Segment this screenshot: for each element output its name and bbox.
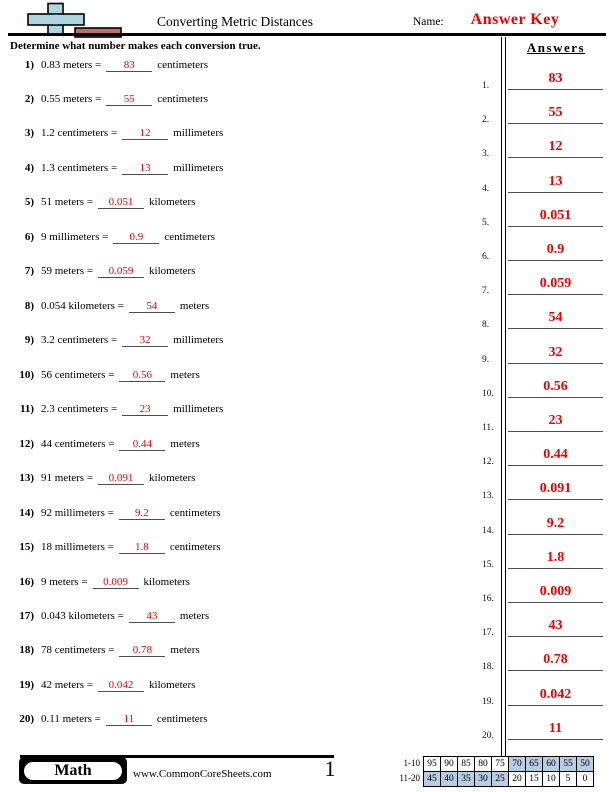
grade-cell: 5 [560,772,577,787]
answer-blank[interactable] [482,547,603,570]
answer-value: 55 [548,105,563,121]
answer-value: 12 [548,139,563,155]
question-unit: meters [179,299,210,312]
question-number: 4) [24,161,34,174]
answer-blank[interactable] [482,273,603,297]
grade-cell: 55 [560,757,577,772]
grade-cell: 80 [475,757,492,772]
answer-value: 13 [548,173,563,189]
question-text: 92 millimeters = [41,506,114,519]
answer-number: 10. [482,388,494,399]
question-row [6,265,486,287]
question-row [6,403,486,425]
question-unit: millimeters [173,127,224,140]
question-answer-blank[interactable]: 0.78 [119,644,165,657]
page-number: 1 [324,756,336,781]
question-text: 3.2 centimeters = [41,334,118,347]
answer-number: 9. [482,354,490,365]
answer-value: 0.042 [539,686,572,702]
question-number: 15) [19,541,34,554]
answer-number: 18. [482,662,494,673]
answer-number: 7. [482,286,490,297]
answer-blank[interactable] [482,376,603,399]
question-unit: millimeters [173,161,224,174]
grade-cell: 0 [577,772,594,787]
question-number: 17) [19,610,34,623]
question-answer-blank[interactable]: 0.56 [119,369,165,382]
answer-number: 1. [482,81,490,91]
answer-blank[interactable] [482,718,603,741]
grading-range-row2: 11-20 [399,773,420,783]
answer-number: 11. [482,423,494,433]
answer-blank[interactable] [482,513,603,536]
answer-value: 0.091 [539,481,572,497]
question-row [6,93,486,115]
answer-number: 16. [482,594,494,604]
question-unit: millimeters [173,403,224,416]
question-text: 0.55 meters = [41,92,102,105]
question-number: 11) [19,403,34,416]
question-answer-blank[interactable]: 1.8 [119,541,165,554]
question-unit: kilometers [143,575,190,588]
question-row [6,610,486,632]
question-text: 51 meters = [41,196,94,209]
question-answer-blank[interactable]: 0.042 [98,679,144,692]
answer-number: 4. [482,183,490,194]
question-number: 20) [19,713,34,726]
question-number: 18) [19,644,34,657]
answer-blank[interactable] [482,649,603,673]
name-label: Name: [413,16,444,28]
question-number: 6) [24,230,34,243]
question-text: 42 meters = [41,678,94,691]
question-unit: centimeters [169,506,221,519]
question-text: 44 centimeters = [41,437,115,450]
question-unit: centimeters [169,541,221,554]
grade-cell: 75 [492,757,509,772]
question-unit: millimeters [173,334,224,347]
question-unit: meters [170,437,200,450]
grading-table [423,756,594,787]
question-row [6,300,486,322]
grade-cell: 30 [475,772,492,787]
question-answer-blank[interactable]: 0.059 [98,265,144,278]
grade-cell: 10 [543,772,560,787]
question-row [6,438,486,460]
answer-number: 2. [482,115,490,126]
question-row [6,541,486,563]
name-value-answer-key: Answer Key [470,11,560,28]
question-number: 5) [24,196,34,209]
question-answer-blank[interactable]: 0.44 [119,438,165,451]
answer-value: 0.78 [543,652,568,668]
question-row [6,196,486,218]
instructions-text: Determine what number makes each conversion true. [10,40,261,52]
question-row [6,231,486,253]
answer-value: 83 [548,71,563,86]
question-unit: centimeters [157,92,208,105]
question-text: 1.3 centimeters = [41,161,118,174]
question-answer-blank[interactable]: 0.091 [98,472,144,485]
question-number: 3) [24,127,34,140]
question-number: 13) [19,472,34,485]
answer-value: 0.44 [543,447,568,463]
answer-blank[interactable] [482,136,603,160]
answer-blank[interactable] [482,478,603,502]
question-answer-blank[interactable]: 9.2 [119,507,165,520]
grade-cell: 20 [509,772,526,787]
question-unit: kilometers [149,472,196,485]
grade-cell: 65 [526,757,543,772]
question-number: 19) [19,678,34,691]
question-row [6,576,486,598]
grade-cell: 70 [509,757,526,772]
question-text: 0.83 meters = [41,58,102,71]
question-unit: centimeters [164,230,216,243]
answer-value: 0.051 [539,207,572,223]
question-answer-blank[interactable]: 11 [106,713,152,726]
question-answer-blank[interactable]: 23 [122,403,168,416]
answer-value: 11 [548,720,563,736]
answer-number: 14. [482,525,494,536]
answers-column-header: Answers [526,40,586,55]
answer-value: 23 [548,413,563,428]
answer-blank[interactable] [482,239,603,262]
question-text: 91 meters = [41,472,94,485]
question-row [6,369,486,391]
answer-value: 0.9 [546,242,565,257]
answer-number: 5. [482,217,490,228]
question-row [6,472,486,494]
answer-value: 0.009 [539,584,572,599]
question-number: 7) [24,265,34,278]
question-unit: meters [179,610,210,623]
question-row [6,127,486,149]
question-row [6,644,486,666]
answer-value: 9.2 [546,515,565,531]
question-text: 78 centimeters = [41,644,115,657]
answer-blank[interactable] [482,444,603,468]
question-answer-blank[interactable]: 83 [106,59,152,72]
answer-value: 54 [548,310,563,326]
question-answer-blank[interactable]: 0.9 [113,231,159,244]
question-unit: kilometers [149,678,196,691]
answer-blank[interactable] [482,68,603,91]
grade-cell: 95 [424,757,441,772]
question-text: 0.054 kilometers = [41,299,124,312]
grading-table-row [424,772,594,787]
question-number: 1) [24,58,34,71]
answer-number: 15. [482,559,494,570]
question-number: 2) [24,92,34,105]
answer-value: 0.059 [539,276,572,292]
grade-cell: 90 [441,757,458,772]
answer-value: 0.56 [543,378,568,394]
grading-range-labels [360,756,420,786]
question-unit: kilometers [149,196,196,209]
question-unit: meters [170,368,200,381]
answer-number: 20. [482,730,494,741]
question-text: 2.3 centimeters = [41,403,118,416]
website-url: www.CommonCoreSheets.com [133,768,272,780]
question-text: 0.043 kilometers = [41,610,124,623]
answer-number: 3. [482,149,490,160]
answer-number: 13. [482,491,494,502]
question-answer-blank[interactable]: 0.051 [98,196,144,209]
question-number: 16) [19,575,34,588]
answer-blank[interactable] [482,615,603,639]
question-answer-blank[interactable]: 13 [122,162,168,175]
question-number: 10) [19,368,34,381]
grade-cell: 15 [526,772,543,787]
answer-number: 17. [482,628,494,639]
grading-range-row1: 1-10 [403,758,420,768]
answer-blank[interactable] [482,307,603,331]
answer-blank[interactable] [482,410,603,433]
question-text: 18 millimeters = [41,541,114,554]
answer-blank[interactable] [482,171,603,194]
question-answer-blank[interactable]: 12 [122,127,168,140]
answer-blank[interactable] [482,581,603,604]
question-text: 56 centimeters = [41,368,115,381]
question-number: 12) [19,437,34,450]
question-number: 8) [24,299,34,312]
grade-cell: 40 [441,772,458,787]
grade-cell: 85 [458,757,475,772]
question-row [6,679,486,701]
grade-cell: 60 [543,757,560,772]
question-answer-blank[interactable]: 32 [122,334,168,347]
answer-blank[interactable] [482,205,603,228]
question-row [6,713,486,735]
question-number: 14) [19,506,34,519]
question-unit: centimeters [156,713,208,726]
header-rule [8,33,606,36]
question-row [6,334,486,356]
answer-number: 6. [482,252,490,262]
question-answer-blank[interactable]: 43 [129,610,175,623]
subject-badge-label: Math [22,760,124,782]
question-row [6,507,486,529]
answer-value: 43 [548,618,563,634]
grade-cell: 45 [424,772,441,787]
answer-value: 32 [548,344,563,360]
answer-value: 1.8 [546,549,565,565]
question-text: 9 meters = [41,575,88,588]
question-text: 59 meters = [41,265,94,278]
question-row [6,59,486,81]
question-row [6,162,486,184]
question-number: 9) [24,334,34,347]
answer-number: 19. [482,696,494,707]
answer-number: 8. [482,320,490,331]
question-text: 0.11 meters = [41,713,101,726]
grade-cell: 50 [577,757,594,772]
grade-cell: 25 [492,772,509,787]
answer-blank[interactable] [482,102,603,126]
grading-table-row [424,757,594,772]
page-title: Converting Metric Distances [157,14,313,29]
answer-number: 12. [482,457,494,468]
question-answer-blank[interactable]: 54 [129,300,175,313]
question-text: 9 millimeters = [41,230,109,243]
question-text: 1.2 centimeters = [41,127,118,140]
question-answer-blank[interactable]: 55 [106,93,152,106]
grade-cell: 35 [458,772,475,787]
subject-badge [19,757,127,784]
question-unit: kilometers [149,265,196,278]
question-unit: meters [170,644,200,657]
question-answer-blank[interactable]: 0.009 [93,576,139,589]
answer-blank[interactable] [482,684,603,707]
answer-blank[interactable] [482,342,603,365]
question-unit: centimeters [157,58,208,71]
